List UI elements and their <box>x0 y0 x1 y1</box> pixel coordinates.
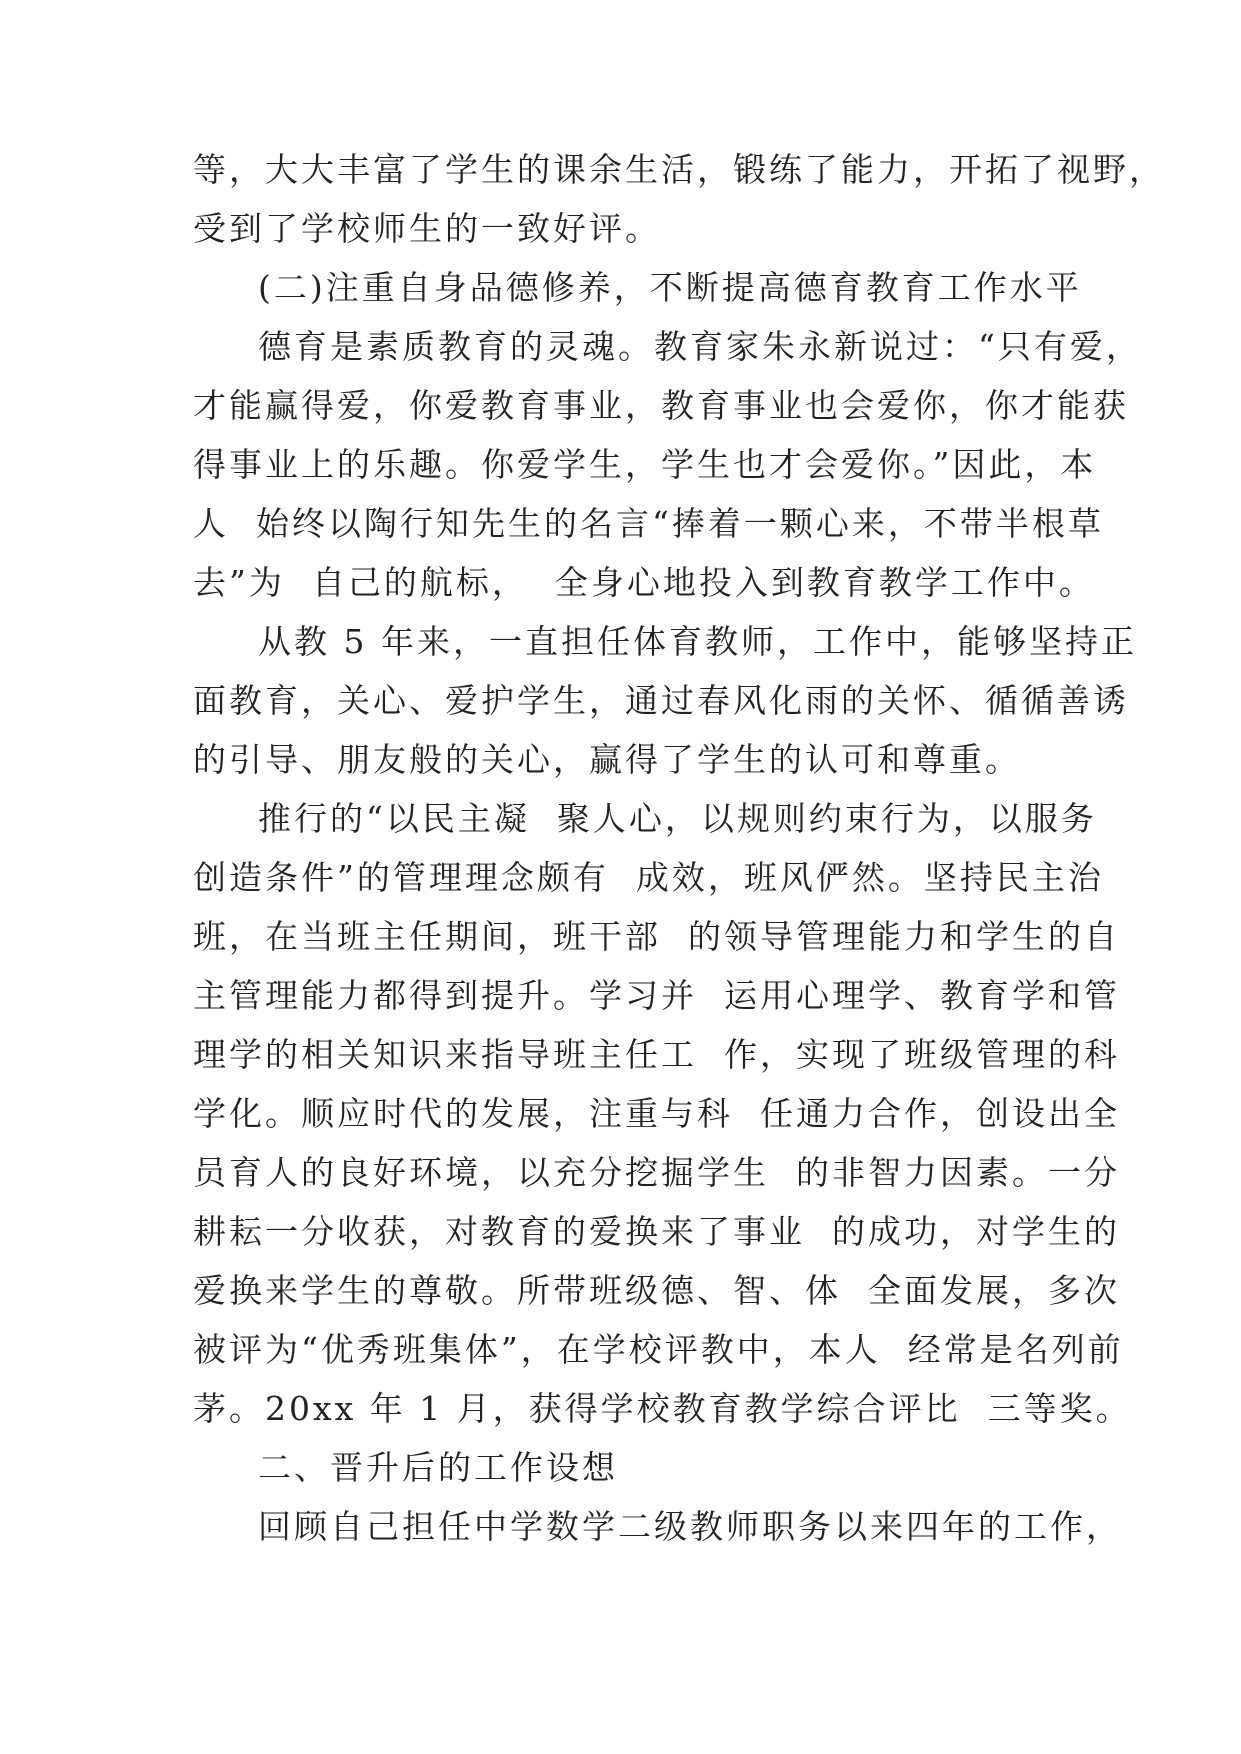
text-line: 创造条件”的管理理念颇有 成效，班风俨然。坚持民主治 <box>193 858 1104 897</box>
text-line: 学化。顺应时代的发展，注重与科 任通力合作，创设出全 <box>193 1094 1120 1133</box>
paragraph-first-line: 推行的“以民主凝 聚人心，以规则约束行为，以服务 <box>258 799 1097 838</box>
text-line: 等，大大丰富了学生的课余生活，锻练了能力，开拓了视野， <box>193 150 1165 189</box>
text-line: 才能赢得爱，你爱教育事业，教育事业也会爱你，你才能获 <box>193 386 1129 425</box>
text-line: 班，在当班主任期间，班干部 的领导管理能力和学生的自 <box>193 917 1120 956</box>
text-line: 受到了学校师生的一致好评。 <box>193 209 661 248</box>
text-line: 去”为 自己的航标， 全身心地投入到教育教学工作中。 <box>193 563 1095 602</box>
text-line: 面教育，关心、爱护学生，通过春风化雨的关怀、循循善诱 <box>193 681 1129 720</box>
paragraph-first-line: 德育是素质教育的灵魂。教育家朱永新说过：“只有爱， <box>258 327 1142 366</box>
text-line: 得事业上的乐趣。你爱学生，学生也才会爱你。”因此，本 <box>193 445 1097 484</box>
section-heading: 二、晋升后的工作设想 <box>258 1448 618 1487</box>
section-heading: (二)注重自身品德修养，不断提高德育教育工作水平 <box>258 268 1082 307</box>
paragraph-first-line: 回顾自己担任中学数学二级教师职务以来四年的工作， <box>258 1507 1122 1546</box>
text-line: 的引导、朋友般的关心，赢得了学生的认可和尊重。 <box>193 740 1021 779</box>
text-line: 理学的相关知识来指导班主任工 作，实现了班级管理的科 <box>193 1035 1120 1074</box>
text-line: 耕耘一分收获，对教育的爱换来了事业 的成功，对学生的 <box>193 1212 1120 1251</box>
text-line: 员育人的良好环境，以充分挖掘学生 的非智力因素。一分 <box>193 1153 1120 1192</box>
paragraph-first-line: 从教 5 年来，一直担任体育教师，工作中，能够坚持正 <box>258 622 1137 661</box>
text-line: 茅。20xx 年 1 月，获得学校教育教学综合评比 三等奖。 <box>193 1389 1132 1428</box>
text-line: 爱换来学生的尊敬。所带班级德、智、体 全面发展，多次 <box>193 1271 1120 1310</box>
text-line: 被评为“优秀班集体”，在学校评教中，本人 经常是名列前 <box>193 1330 1124 1369</box>
text-line: 人 始终以陶行知先生的名言“捧着一颗心来，不带半根草 <box>193 504 1104 543</box>
text-line: 主管理能力都得到提升。学习并 运用心理学、教育学和管 <box>193 976 1120 1015</box>
